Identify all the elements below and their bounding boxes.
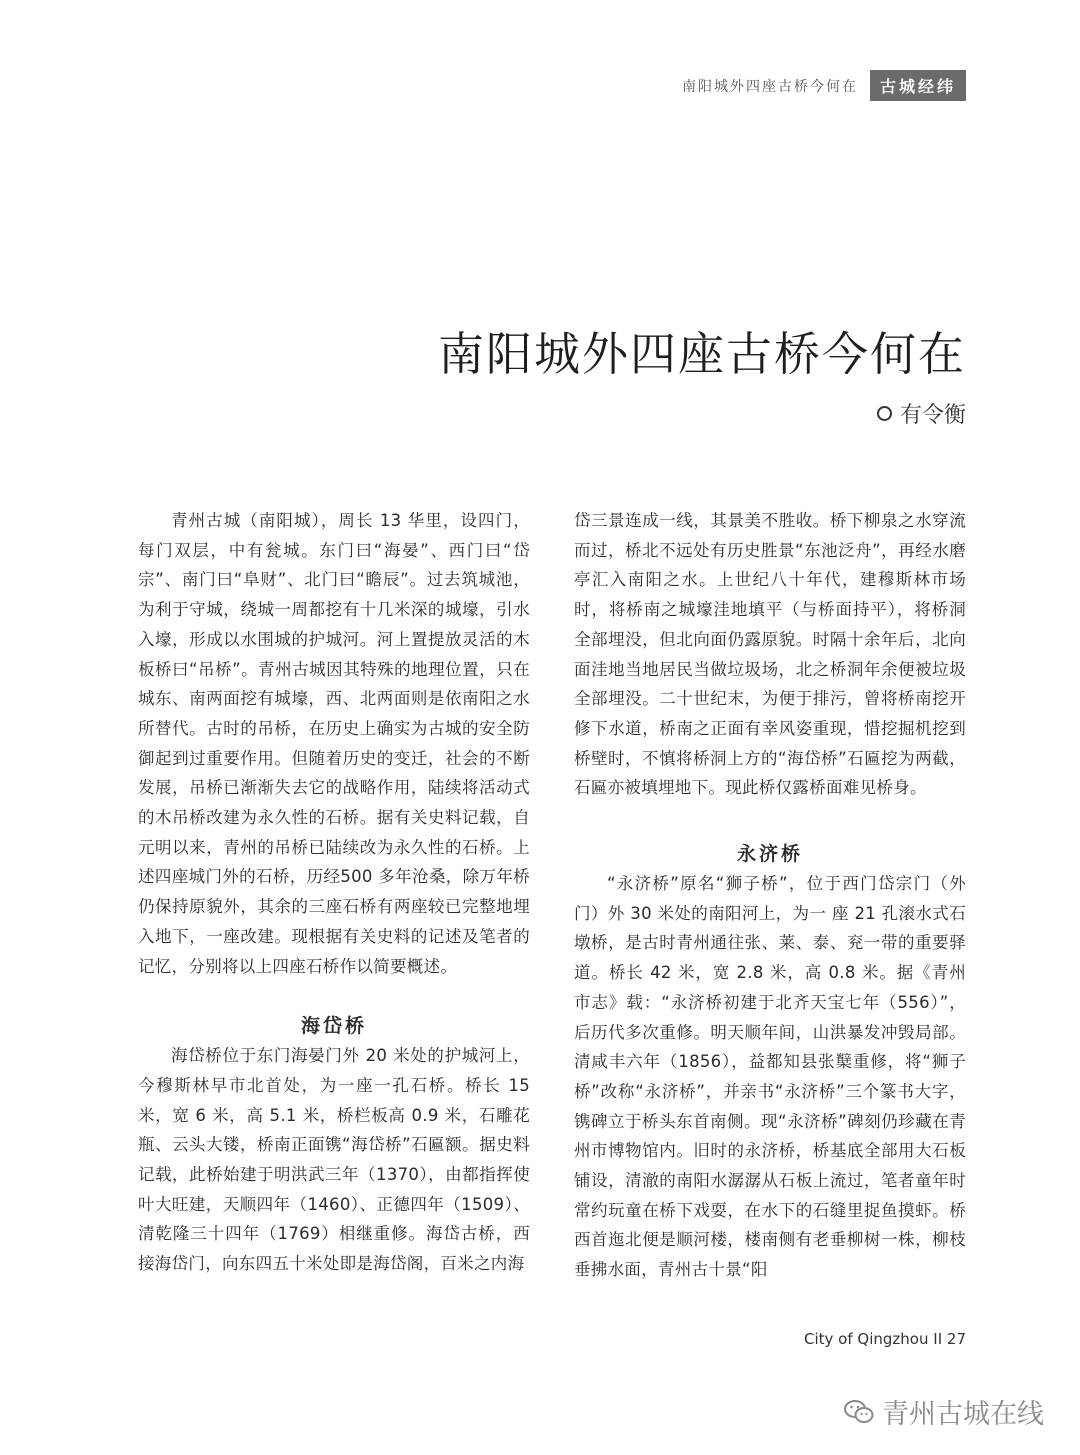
continued-paragraph: 岱三景连成一线，其景美不胜收。桥下柳泉之水穿流而过，桥北不远处有历史胜景“东池泛舟”，再经水磨亭汇入南阳之水。上世纪八十年代，建穆斯林市场时，将桥南之城壕洼地填平（与桥面持平），将桥洞全部埋没，但北向面仍露原貌。时隔十余年后，北向面洼地当地居民当做垃圾场，北之桥洞年余便被垃圾全部埋没。二十世纪末，为便于排污，曾将桥南挖开修下水道，桥南之正面有幸风姿重现，惜挖掘机挖到桥壁时，不慎将桥洞上方的“海岱桥”石匾挖为两截，石匾亦被填埋地下。现此桥仅露桥面难见桥身。 xyxy=(574,511,966,798)
running-header xyxy=(682,70,966,101)
circle-icon xyxy=(877,406,892,421)
footer-separator: II xyxy=(933,1330,943,1348)
page-number: 27 xyxy=(946,1330,966,1348)
section-tag: 古城经纬 xyxy=(870,70,966,101)
intro-paragraph: 青州古城（南阳城），周长 13 华里，设四门，每门双层，中有瓮城。东门曰“海晏”、西门曰“岱宗”、南门曰“阜财”、北门曰“瞻辰”。过去筑城池，为利于守城，绕城一周都挖有十几米深的城壕，引水入壕，形成以水围城的护城河。河上置提放灵活的木板桥曰“吊桥”。青州古城因其特殊的地理位置，只在城东、南两面挖有城壕，西、北两面则是依南阳之水所替代。古时的吊桥，在历史上确实为古城的安全防御起到过重要作用。但随着历史的变迁，社会的不断发展，吊桥已渐渐失去它的战略作用，陆续将活动式的木吊桥改建为永久性的石桥。据有关史料记载，自元明以来，青州的吊桥已陆续改为永久性的石桥。上述四座城门外的石桥，历经500 多年沧桑，除万年桥仍保持原貌外，其余的三座石桥有两座较已完整地埋入地下，一座改建。现根据有关史料的记述及笔者的记忆，分别将以上四座石桥作以简要概述。 xyxy=(138,511,530,976)
wechat-icon xyxy=(844,1399,874,1425)
byline-author: 有令衡 xyxy=(899,403,966,428)
right-column xyxy=(574,506,966,1285)
section-heading-haidai: 海岱桥 xyxy=(300,1015,367,1038)
page-footer xyxy=(804,1330,966,1348)
watermark-text: 青州古城在线 xyxy=(882,1399,1044,1430)
left-column xyxy=(138,506,530,1279)
yongji-paragraph: “永济桥”原名“狮子桥”，位于西门岱宗门（外门）外 30 米处的南阳河上，为一 座 21 孔滚水式石墩桥，是古时青州通往张、莱、泰、兖一带的重要驿道。桥长 42 米，宽 2.8 米，高 0.8 米。据《青州市志》载：“永济桥初建于北齐天宝七年（556）”，后历代多次重修。明天顺年间，山洪暴发冲毁局部。清咸丰六年（1856），益都知县张櫱重修，将“狮子桥”改称“永济桥”，并亲书“永济桥”三个篆书大字，镌碑立于桥头东首南侧。现“永济桥”碑刻仍珍藏在青州市博物馆内。旧时的永济桥，桥基底全部用大石板铺设，清澈的南阳水潺潺从石板上流过，笔者童年时常约玩童在桥下戏耍，在水下的石缝里捉鱼摸虾。桥西首迤北便是顺河楼，楼南侧有老垂柳树一株，柳枝垂拂水面，青州古十景“阳 xyxy=(574,874,966,1280)
publication-name: City of Qingzhou xyxy=(804,1330,929,1348)
watermark xyxy=(844,1392,1044,1431)
section-heading-yongji: 永济桥 xyxy=(736,843,803,866)
byline xyxy=(877,398,966,429)
haidai-paragraph: 海岱桥位于东门海晏门外 20 米处的护城河上，今穆斯林早市北首处，为一座一孔石桥。桥长 15 米，宽 6 米，高 5.1 米，桥栏板高 0.9 米，石雕花瓶、云头大镂，桥南正面镌“海岱桥”石匾额。据史料记载，此桥始建于明洪武三年（1370），由都指挥使叶大旺建，天顺四年（1460）、正德四年（1509）、清乾隆三十四年（1769）相继重修。海岱古桥，西接海岱门，向东四五十米处即是海岱阁，百米之内海 xyxy=(138,1046,530,1274)
running-title: 南阳城外四座古桥今何在 xyxy=(681,78,858,95)
article-title: 南阳城外四座古桥今何在 xyxy=(438,327,966,381)
